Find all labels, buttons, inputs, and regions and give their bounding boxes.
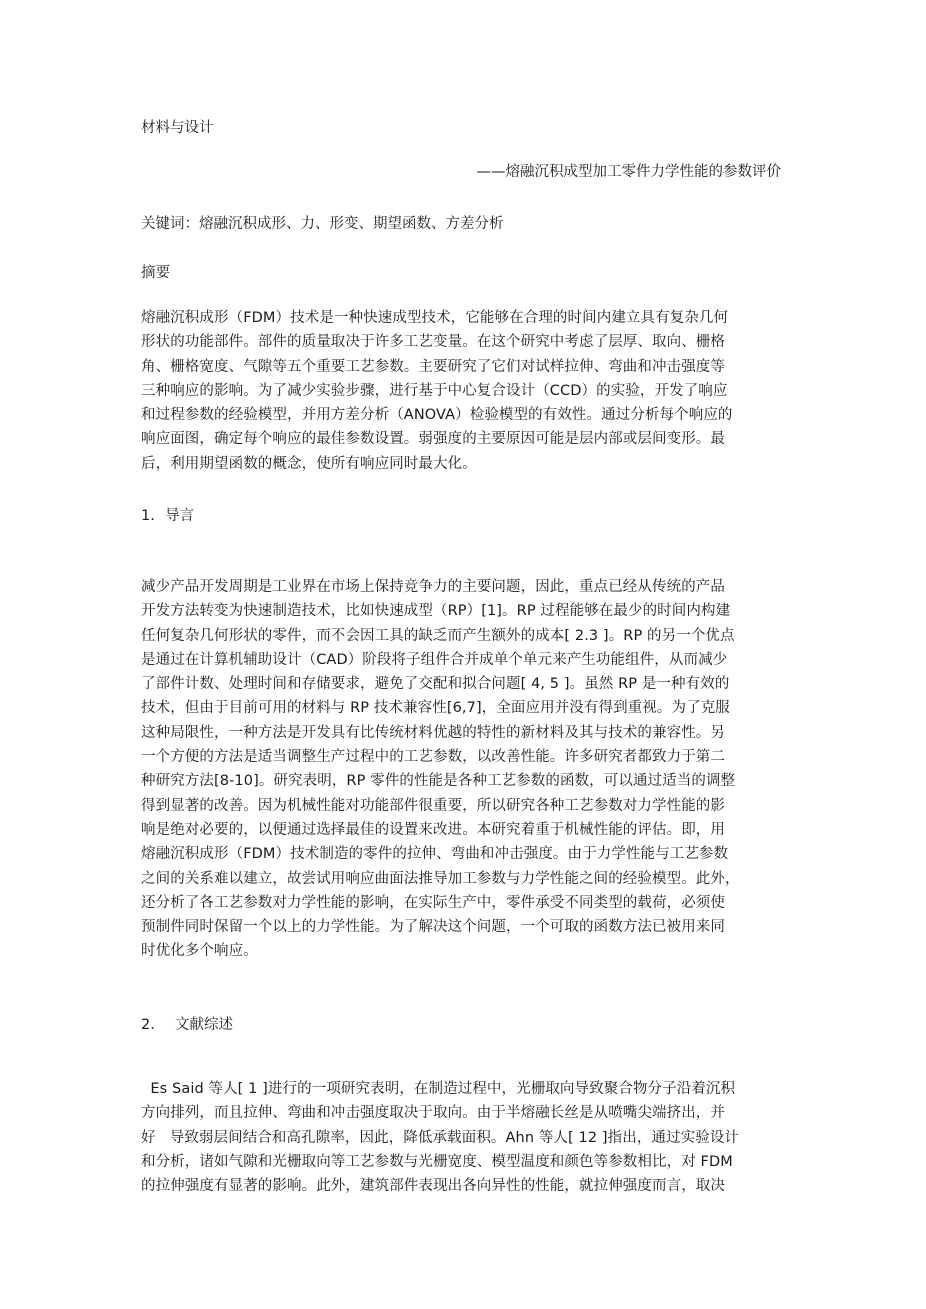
intro-line: 还分析了各工艺参数对力学性能的影响，在实际生产中，零件承受不同类型的载荷，必须使: [141, 894, 725, 911]
intro-line: 任何复杂几何形状的零件，而不会因工具的缺乏而产生额外的成本[ 2.3 ]。RP 的另一个优点: [141, 627, 735, 644]
keywords-line: 关键词：熔融沉积成形、力、形变、期望函数、方差分析: [141, 216, 504, 232]
intro-line: 之间的关系难以建立，故尝试用响应曲面法推导加工参数与力学性能之间的经验模型。此外，: [141, 870, 740, 887]
abstract-line: 三种响应的影响。为了减少实验步骤，进行基于中心复合设计（CCD）的实验，开发了响应: [141, 382, 728, 399]
abstract-line: 熔融沉积成形（FDM）技术是一种快速成型技术，它能够在合理的时间内建立具有复杂几何: [141, 310, 729, 326]
intro-line: 开发方法转变为快速制造技术，比如快速成型（RP）[1]。RP 过程能够在最少的时间内构建: [141, 603, 731, 620]
intro-line: 一个方便的方法是适当调整生产过程中的工艺参数，以改善性能。许多研究者都致力于第二: [141, 749, 725, 766]
abstract-line: 角、栅格宽度、气隙等五个重要工艺参数。主要研究了它们对试样拉伸、弯曲和冲击强度等: [141, 358, 725, 375]
intro-line: 这种局限性，一种方法是开发具有比传统材料优越的特性的新材料及其与技术的兼容性。另: [141, 724, 725, 741]
literature-review-paragraph: [141, 1077, 787, 1198]
intro-line: 技术，但由于目前可用的材料与 RP 技术兼容性[6,7]，全面应用并没有得到重视。为了克服: [141, 700, 730, 717]
section-1-heading: [141, 504, 787, 525]
intro-line: 熔融沉积成形（FDM）技术制造的零件的拉伸、弯曲和冲击强度。由于力学性能与工艺参数: [141, 846, 729, 863]
intro-line: 是通过在计算机辅助设计（CAD）阶段将子组件合并成单个单元来产生功能组件，从而减少: [141, 651, 728, 668]
review-line: 方向排列，而且拉伸、弯曲和冲击强度取决于取向。由于半熔融长丝是从喷嘴尖端挤出，并: [141, 1105, 725, 1122]
section-1-title: 导言: [165, 508, 194, 524]
intro-line: 减少产品开发周期是工业界在市场上保持竞争力的主要问题，因此，重点已经从传统的产品: [141, 579, 725, 595]
intro-line: 预制件同时保留一个以上的力学性能。为了解决这个问题，一个可取的函数方法已被用来同: [141, 919, 725, 936]
review-line: 的拉伸强度有显著的影响。此外，建筑部件表现出各向异性的性能，就拉伸强度而言，取决: [141, 1178, 725, 1195]
section-2-number: 2.: [141, 1017, 155, 1033]
review-line: 好 导致弱层间结合和高孔隙率，因此，降低承载面积。Ahn 等人[ 12 ]指出，通过实验设计: [141, 1129, 740, 1146]
intro-line: 了部件计数、处理时间和存储要求，避免了交配和拟合问题[ 4, 5 ]。虽然 RP 是一种有效的: [141, 676, 730, 693]
abstract-line: 形状的功能部件。部件的质量取决于许多工艺变量。在这个研究中考虑了层厚、取向、栅格: [141, 334, 725, 351]
section-2-heading: [141, 1013, 787, 1034]
review-line: Es Said 等人[ 1 ]进行的一项研究表明，在制造过程中，光栅取向导致聚合物分子沿着沉积: [141, 1081, 736, 1097]
section-1-number: 1.: [141, 508, 155, 524]
document-subtitle: ——熔融沉积成型加工零件力学性能的参数评价: [476, 164, 781, 180]
introduction-paragraph: [141, 575, 787, 964]
abstract-line: 和过程参数的经验模型，并用方差分析（ANOVA）检验模型的有效性。通过分析每个响应的: [141, 407, 733, 424]
abstract-heading: 摘要: [141, 265, 170, 281]
intro-line: 时优化多个响应。: [141, 943, 258, 960]
document-title: 材料与设计: [141, 120, 214, 136]
intro-line: 得到显著的改善。因为机械性能对功能部件很重要，所以研究各种工艺参数对力学性能的影: [141, 797, 725, 814]
intro-line: 种研究方法[8-10]。研究表明，RP 零件的性能是各种工艺参数的函数，可以通过适当的调整: [141, 773, 736, 790]
abstract-line: 响应面图，确定每个响应的最佳参数设置。弱强度的主要原因可能是层内部或层间变形。最: [141, 431, 725, 448]
intro-line: 响是绝对必要的，以便通过选择最佳的设置来改进。本研究着重于机械性能的评估。即，用: [141, 821, 725, 838]
abstract-line: 后，利用期望函数的概念，使所有响应同时最大化。: [141, 455, 477, 472]
review-line: 和分析，诸如气隙和光栅取向等工艺参数与光栅宽度、模型温度和颜色等参数相比，对 FDM: [141, 1153, 733, 1170]
abstract-paragraph: [141, 306, 787, 476]
section-2-title: 文献综述: [175, 1017, 233, 1033]
